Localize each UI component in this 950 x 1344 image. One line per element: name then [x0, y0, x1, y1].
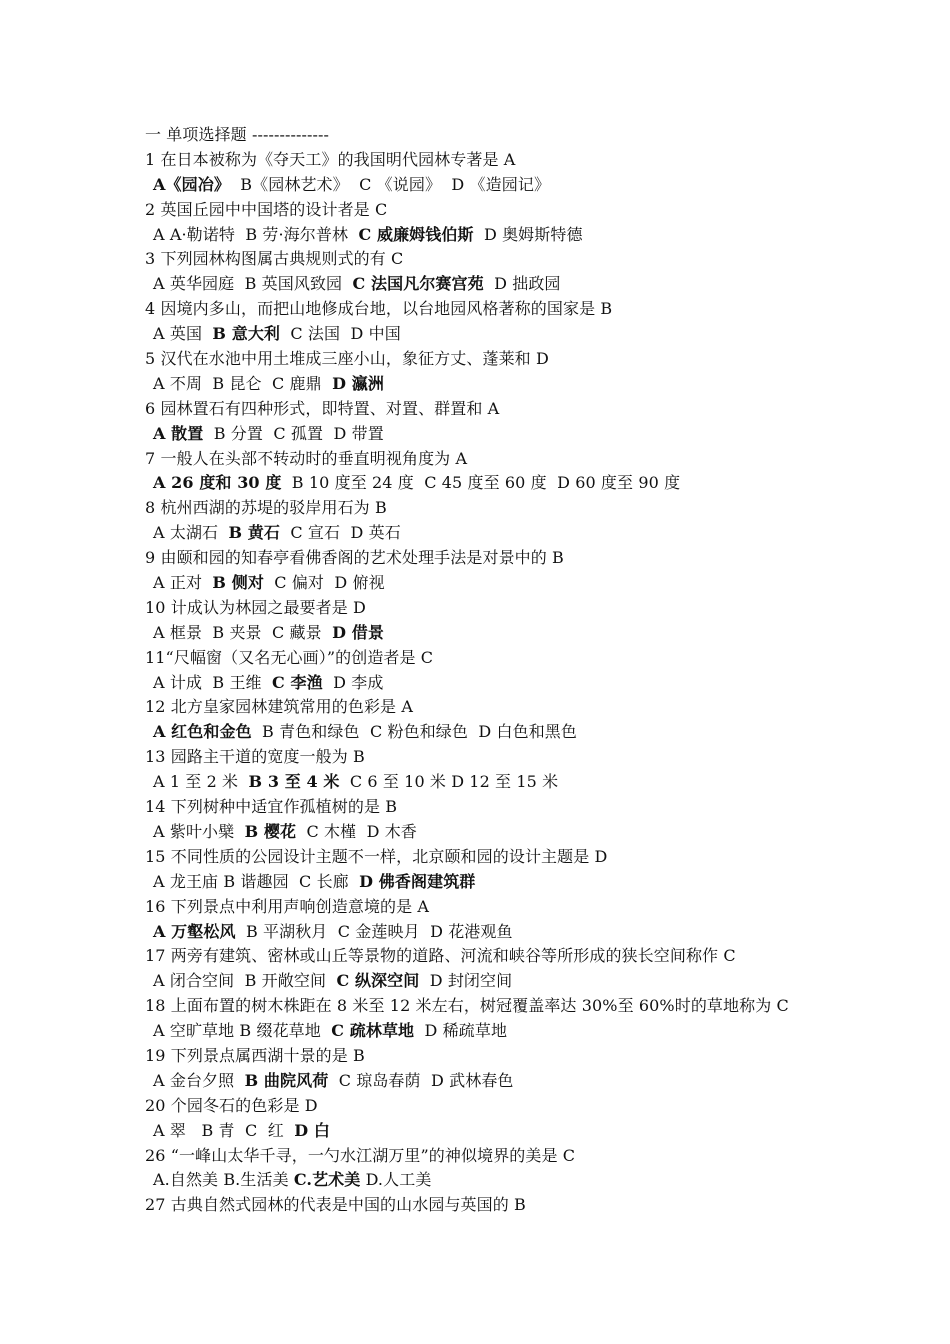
option-text: D 奥姆斯特德: [473, 224, 583, 244]
option-text: B《园林艺术》 C 《说园》 D 《造园记》: [229, 174, 551, 194]
question-text: 7 一般人在头部不转动时的垂直明视角度为 A: [145, 448, 468, 468]
option-text: A 太湖石: [153, 523, 229, 543]
correct-option: B 黄石: [228, 523, 281, 543]
question-text: 15 不同性质的公园设计主题不一样，北京颐和园的设计主题是 D: [145, 846, 608, 866]
answer-options: [145, 870, 905, 895]
question-text: 14 下列树种中适宜作孤植树的是 B: [145, 797, 398, 817]
answer-options: [145, 770, 905, 795]
question-text: 16 下列景点中利用声响创造意境的是 A: [145, 896, 430, 916]
option-text: A 英华园庭 B 英国风致园: [153, 274, 353, 294]
option-text: A 不周 B 昆仑 C 鹿鼎: [153, 373, 333, 393]
option-text: D.人工美: [360, 1170, 432, 1190]
question-text: 1 在日本被称为《夺天工》的我国明代园林专著是 A: [145, 149, 516, 169]
correct-option: B 意大利: [212, 324, 281, 344]
option-text: D 封闭空间: [419, 971, 513, 991]
correct-option: A 26 度和 30 度: [153, 473, 282, 493]
option-text: D 拙政园: [483, 274, 561, 294]
option-text: A 计成 B 王维: [153, 672, 273, 692]
question-text: 6 园林置石有四种形式，即特置、对置、群置和 A: [145, 398, 500, 418]
question-text: 5 汉代在水池中用土堆成三座小山，象征方丈、蓬莱和 D: [145, 349, 549, 369]
answer-options: [145, 372, 905, 397]
question-text: 12 北方皇家园林建筑常用的色彩是 A: [145, 697, 413, 717]
correct-option: D 瀛洲: [332, 373, 384, 393]
option-text: C 6 至 10 米 D 12 至 15 米: [339, 772, 559, 792]
option-text: D 稀疏草地: [414, 1021, 508, 1041]
correct-option: D 佛香阁建筑群: [359, 871, 476, 891]
question-text: 19 下列景点属西湖十景的是 B: [145, 1045, 365, 1065]
question-text: 3 下列园林构图属古典规则式的有 C: [145, 249, 404, 269]
answer-options: [145, 1019, 905, 1044]
option-text: D 李成: [322, 672, 384, 692]
question-list: [145, 123, 905, 1218]
option-text: C 木槿 D 木香: [296, 821, 417, 841]
correct-option: A 万壑松风: [153, 921, 236, 941]
answer-options: [145, 422, 905, 447]
correct-option: D 白: [294, 1120, 330, 1140]
question-text: 11“尺幅窗（又名无心画）”的创造者是 C: [145, 647, 434, 667]
option-text: A 框景 B 夹景 C 藏景: [153, 622, 333, 642]
question-text: 26 “一峰山太华千寻，一勺水江湖万里”的神似境界的美是 C: [145, 1145, 576, 1165]
answer-options: [145, 1119, 905, 1144]
correct-option: A 红色和金色: [153, 722, 252, 742]
answer-options: [145, 1168, 905, 1193]
option-text: A 金台夕照: [153, 1070, 245, 1090]
answer-options: [145, 521, 905, 546]
correct-option: C 法国凡尔赛宫苑: [352, 274, 484, 294]
option-text: A 龙王庙 B 谐趣园 C 长廊: [153, 871, 360, 891]
question-text: 18 上面布置的树木株距在 8 米至 12 米左右，树冠覆盖率达 30%至 60%时的草地称为 C: [145, 996, 789, 1016]
answer-options: [145, 621, 905, 646]
option-text: B 10 度至 24 度 C 45 度至 60 度 D 60 度至 90 度: [281, 473, 681, 493]
option-text: B 平湖秋月 C 金莲映月 D 花港观鱼: [235, 921, 513, 941]
option-text: A 翠 B 青 C 红: [153, 1120, 295, 1140]
answer-options: [145, 223, 905, 248]
correct-option: A《园冶》: [153, 174, 230, 194]
section-title: 一 单项选择题 --------------: [145, 125, 330, 144]
question-text: 9 由颐和园的知春亭看佛香阁的艺术处理手法是对景中的 B: [145, 548, 564, 568]
correct-option: C 威廉姆钱伯斯: [358, 224, 474, 244]
question-text: 4 因境内多山，而把山地修成台地，以台地园风格著称的国家是 B: [145, 299, 613, 319]
answer-options: [145, 471, 905, 496]
answer-options: [145, 1069, 905, 1094]
answer-options: [145, 322, 905, 347]
question-text: 27 古典自然式园林的代表是中国的山水园与英国的 B: [145, 1195, 526, 1215]
option-text: C 法国 D 中国: [280, 324, 401, 344]
answer-options: [145, 969, 905, 994]
option-text: B 分置 C 孤置 D 带置: [203, 423, 384, 443]
correct-option: C 纵深空间: [336, 971, 420, 991]
correct-option: B 侧对: [212, 573, 264, 593]
option-text: A 英国: [153, 324, 213, 344]
option-text: A A·勒诺特 B 劳·海尔普林: [153, 224, 359, 244]
correct-option: A 散置: [153, 423, 204, 443]
option-text: A 1 至 2 米: [153, 772, 249, 792]
answer-options: [145, 720, 905, 745]
answer-options: [145, 920, 905, 945]
option-text: C 宣石 D 英石: [280, 523, 401, 543]
correct-option: B 樱花: [244, 821, 297, 841]
option-text: A 正对: [153, 573, 213, 593]
option-text: C 琼岛春荫 D 武林春色: [328, 1070, 514, 1090]
question-text: 8 杭州西湖的苏堤的驳岸用石为 B: [145, 498, 387, 518]
correct-option: C 疏林草地: [331, 1021, 415, 1041]
answer-options: [145, 671, 905, 696]
answer-options: [145, 571, 905, 596]
question-text: 13 园路主干道的宽度一般为 B: [145, 747, 365, 767]
answer-options: [145, 173, 905, 198]
question-text: 10 计成认为林园之最要者是 D: [145, 597, 366, 617]
option-text: A 紫叶小檗: [153, 821, 245, 841]
answer-options: [145, 272, 905, 297]
question-text: 17 两旁有建筑、密林或山丘等景物的道路、河流和峡谷等所形成的狭长空间称作 C: [145, 946, 736, 966]
option-text: C 偏对 D 俯视: [263, 573, 385, 593]
option-text: A.自然美 B.生活美: [153, 1170, 294, 1190]
correct-option: D 借景: [332, 622, 384, 642]
question-text: 20 个园冬石的色彩是 D: [145, 1095, 318, 1115]
option-text: A 闭合空间 B 开敞空间: [153, 971, 337, 991]
correct-option: C.艺术美: [293, 1170, 361, 1190]
correct-option: B 3 至 4 米: [248, 772, 340, 792]
correct-option: C 李渔: [272, 672, 323, 692]
answer-options: [145, 820, 905, 845]
option-text: B 青色和绿色 C 粉色和绿色 D 白色和黑色: [251, 722, 577, 742]
correct-option: B 曲院风荷: [244, 1070, 329, 1090]
option-text: A 空旷草地 B 缀花草地: [153, 1021, 332, 1041]
question-text: 2 英国丘园中中国塔的设计者是 C: [145, 199, 388, 219]
